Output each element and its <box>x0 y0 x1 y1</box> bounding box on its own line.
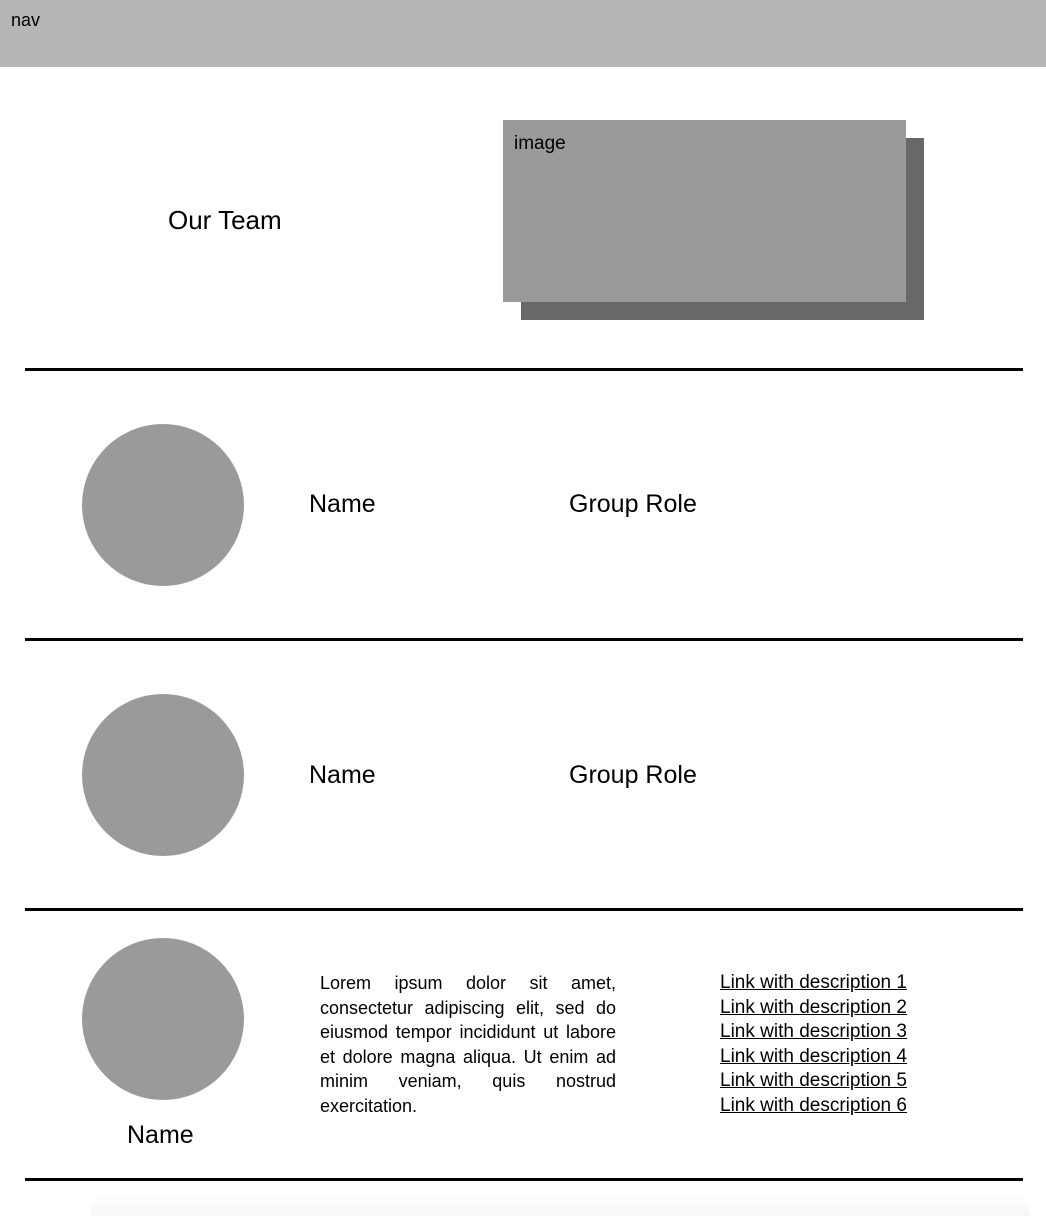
link-item <box>720 996 907 1021</box>
hero-image <box>503 120 906 302</box>
description-link-1[interactable]: Link with description 1 <box>720 972 907 993</box>
featured-member-bio: Lorem ipsum dolor sit amet, consectetur adipiscing elit, sed do eiusmod tempor incididunt ut labore et dolore magna aliqua. Ut enim ad minim veniam, quis nostrud exercitation. <box>320 973 616 1116</box>
description-link-5[interactable]: Link with description 5 <box>720 1070 907 1092</box>
link-item <box>720 1069 907 1094</box>
description-link-3[interactable]: Link with description 3 <box>720 1021 907 1043</box>
link-item <box>720 1020 907 1045</box>
member-name: Name <box>309 490 376 518</box>
link-item <box>720 971 907 996</box>
nav-bar <box>0 0 1046 67</box>
footer-fade <box>90 1190 1030 1216</box>
section-divider <box>25 908 1023 911</box>
member-group-role: Group Role <box>569 761 697 789</box>
section-divider <box>25 368 1023 371</box>
page-title: Our Team <box>168 205 282 235</box>
nav-label: nav <box>11 10 41 30</box>
description-link-6[interactable]: Link with description 6 <box>720 1094 907 1116</box>
featured-member-links <box>720 971 907 1119</box>
link-item <box>720 1045 907 1070</box>
featured-member-avatar <box>82 938 244 1100</box>
description-link-2[interactable]: Link with description 2 <box>720 996 907 1018</box>
member-group-role: Group Role <box>569 490 697 518</box>
member-avatar <box>82 424 244 586</box>
link-item <box>720 1094 907 1119</box>
hero-image-label: image <box>514 133 566 154</box>
member-avatar <box>82 694 244 856</box>
member-name: Name <box>309 761 376 789</box>
section-divider <box>25 638 1023 641</box>
section-divider <box>25 1178 1023 1181</box>
featured-member-name: Name <box>127 1121 194 1149</box>
description-link-4[interactable]: Link with description 4 <box>720 1045 907 1067</box>
